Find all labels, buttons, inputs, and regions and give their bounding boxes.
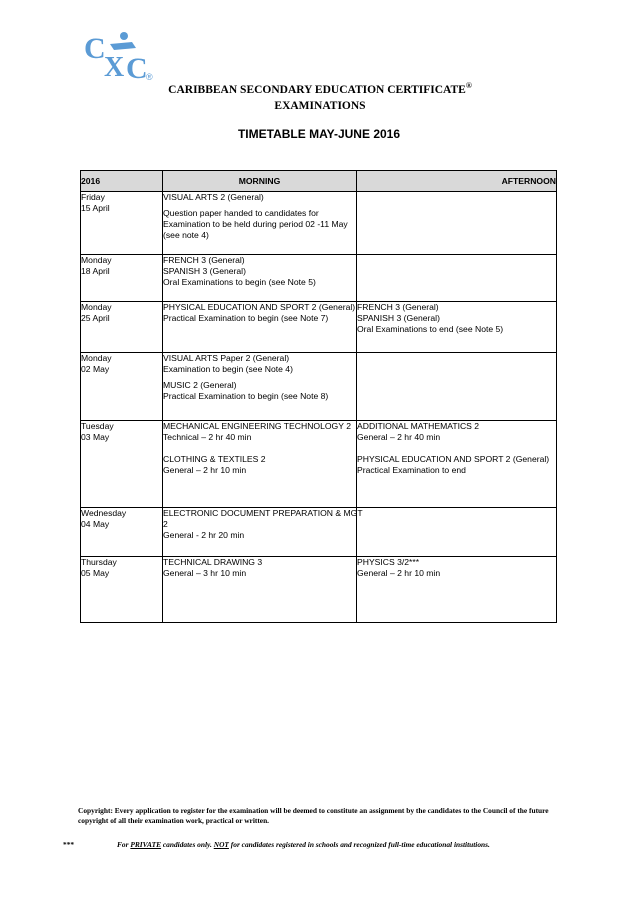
exam-line: (see note 4) (163, 230, 209, 240)
table-row (81, 353, 557, 421)
table-row (81, 421, 557, 508)
morning-cell (163, 302, 357, 353)
exam-line: SPANISH 3 (General) (357, 313, 440, 323)
exam-line: FRENCH 3 (General) (357, 302, 439, 312)
afternoon-cell (357, 192, 557, 255)
day-name: Monday (81, 255, 112, 265)
table-row (81, 557, 557, 623)
day-name: Friday (81, 192, 105, 202)
note-private: PRIVATE (130, 840, 162, 849)
note-prefix: For (117, 840, 131, 849)
exam-line: MECHANICAL ENGINEERING TECHNOLOGY 2 (163, 421, 351, 431)
exam-line: MUSIC 2 (General) (163, 380, 237, 390)
table-row (81, 192, 557, 255)
exam-line: Examination to be held during period 02 -11 May (163, 219, 348, 229)
table-row (81, 508, 557, 557)
day-date: 03 May (81, 432, 110, 442)
exam-line: 2 (163, 519, 168, 529)
exam-line: General – 2 hr 10 min (163, 465, 247, 475)
exam-line: General – 3 hr 10 min (163, 568, 247, 578)
morning-cell (163, 508, 363, 557)
org-reg-mark: ® (465, 81, 472, 90)
column-header-afternoon: AFTERNOON (357, 171, 557, 192)
exam-line: General – 2 hr 40 min (357, 432, 441, 442)
note-middle: candidates only. (161, 840, 214, 849)
day-name: Tuesday (81, 421, 114, 431)
logo-reg-mark: ® (146, 72, 153, 82)
exam-line: VISUAL ARTS Paper 2 (General) (163, 353, 290, 363)
day-cell (81, 508, 163, 557)
afternoon-cell (357, 302, 557, 353)
org-title (150, 78, 490, 114)
note-not: NOT (213, 840, 229, 849)
table-header-row (81, 171, 557, 192)
day-name: Wednesday (81, 508, 127, 518)
day-name: Thursday (81, 557, 117, 567)
column-header-morning: MORNING (163, 171, 357, 192)
day-cell (81, 421, 163, 508)
exam-line: SPANISH 3 (General) (163, 266, 246, 276)
exam-line: CLOTHING & TEXTILES 2 (163, 454, 266, 464)
exam-line: Technical – 2 hr 40 min (163, 432, 252, 442)
exam-line: Practical Examination to begin (see Note 7) (163, 313, 329, 323)
exam-line: Question paper handed to candidates for (163, 208, 319, 218)
morning-cell (163, 192, 357, 255)
org-title-line1-wrap (150, 78, 490, 98)
exam-line: Practical Examination to begin (see Note 8) (163, 391, 329, 401)
column-header-year: 2016 (81, 171, 163, 192)
day-cell (81, 557, 163, 623)
afternoon-cell (357, 508, 557, 557)
table-row (81, 255, 557, 302)
logo-letter-c1: C (84, 32, 106, 65)
table-row (81, 302, 557, 353)
day-date: 18 April (81, 266, 110, 276)
note-marker: *** (63, 840, 75, 849)
exam-line: ELECTRONIC DOCUMENT PREPARATION & MGT (163, 508, 363, 518)
day-cell (81, 192, 163, 255)
exam-line: ADDITIONAL MATHEMATICS 2 (357, 421, 480, 431)
logo-letter-c2: C (126, 52, 148, 82)
cxc-logo (84, 28, 156, 82)
exam-line: VISUAL ARTS 2 (General) (163, 192, 264, 202)
morning-cell (163, 353, 357, 421)
timetable-title: TIMETABLE MAY-JUNE 2016 (237, 127, 401, 141)
afternoon-cell (357, 255, 557, 302)
exam-line: TECHNICAL DRAWING 3 (163, 557, 263, 567)
exam-line: General – 2 hr 10 min (357, 568, 441, 578)
exam-line: Oral Examinations to end (see Note 5) (357, 324, 504, 334)
exam-line: Examination to begin (see Note 4) (163, 364, 293, 374)
afternoon-cell (357, 353, 557, 421)
morning-cell (163, 557, 357, 623)
cxc-logo-icon (84, 28, 156, 82)
exam-line: PHYSICS 3/2*** (357, 557, 420, 567)
day-date: 25 April (81, 313, 110, 323)
exam-line: General - 2 hr 20 min (163, 530, 245, 540)
day-name: Monday (81, 302, 112, 312)
copyright-notice: Copyright: Every application to register for the examination will be deemed to constitute an assignment by the candidates to the Council of the future copyright of all their examination work, practical or written. (78, 806, 549, 825)
exam-line: PHYSICAL EDUCATION AND SPORT 2 (General) (357, 454, 550, 464)
day-date: 15 April (81, 203, 110, 213)
org-title-line2: EXAMINATIONS (274, 99, 366, 112)
logo-letter-x: X (104, 52, 125, 82)
logo-figure-desk-icon (110, 42, 136, 50)
note-suffix: for candidates registered in schools and recognized full-time educational institutions. (228, 840, 490, 849)
afternoon-cell (357, 421, 557, 508)
exam-line: Oral Examinations to begin (see Note 5) (163, 277, 316, 287)
day-date: 05 May (81, 568, 110, 578)
exam-line: PHYSICAL EDUCATION AND SPORT 2 (General) (163, 302, 356, 312)
day-name: Monday (81, 353, 112, 363)
private-candidates-note (63, 840, 593, 850)
day-cell (81, 255, 163, 302)
org-title-line1: CARIBBEAN SECONDARY EDUCATION CERTIFICATE (168, 83, 466, 96)
timetable-table (80, 170, 557, 623)
afternoon-cell (357, 557, 557, 623)
morning-cell (163, 255, 357, 302)
day-date: 04 May (81, 519, 110, 529)
exam-line: Practical Examination to end (357, 465, 466, 475)
day-cell (81, 302, 163, 353)
logo-figure-head-icon (120, 32, 128, 40)
day-date: 02 May (81, 364, 110, 374)
morning-cell (163, 421, 357, 508)
day-cell (81, 353, 163, 421)
exam-line: FRENCH 3 (General) (163, 255, 245, 265)
